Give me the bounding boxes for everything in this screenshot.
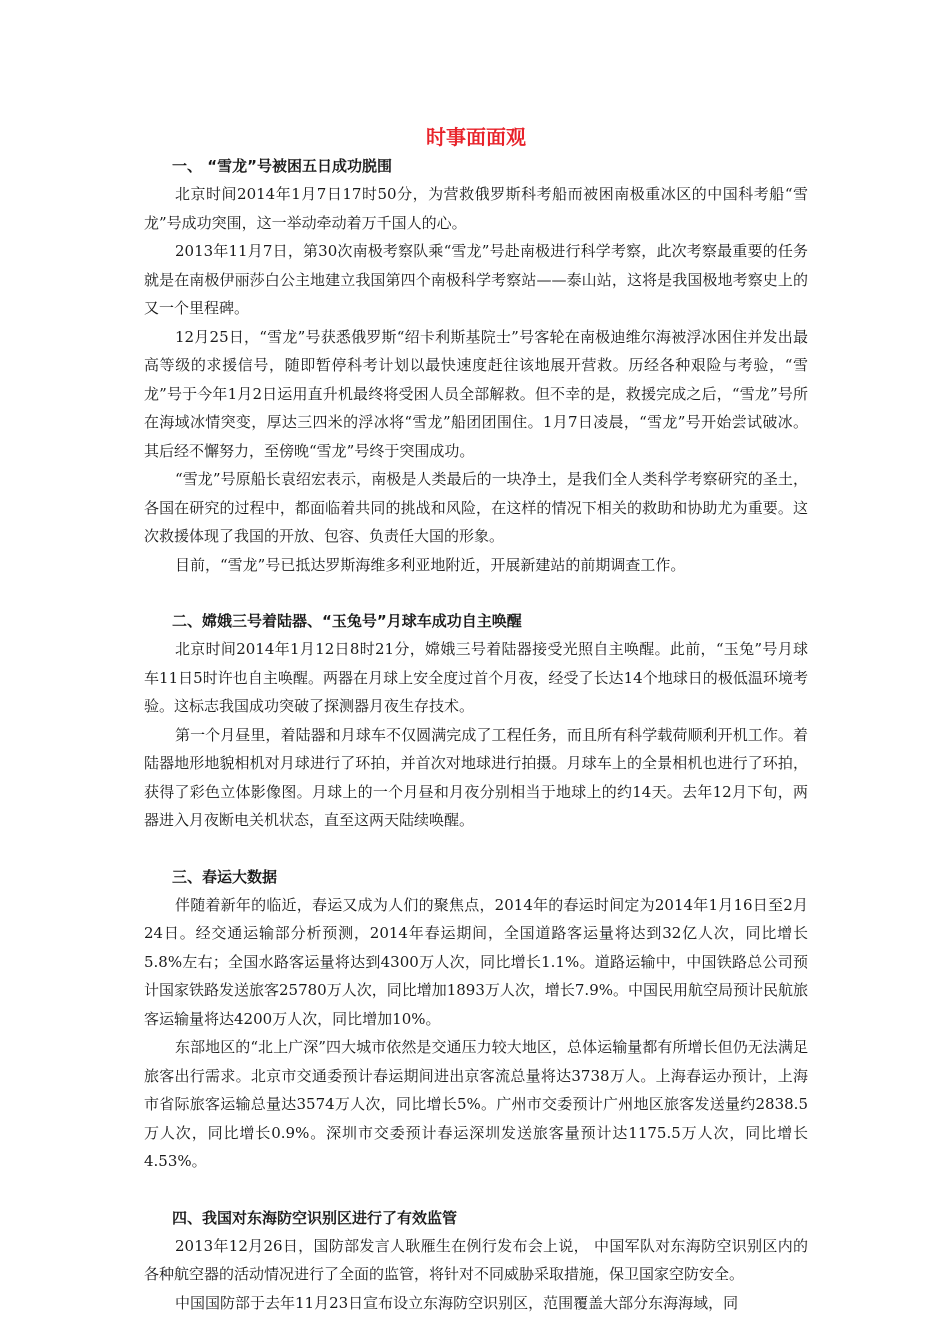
section-spacer (144, 1176, 808, 1204)
paragraph: 2013年12月26日，国防部发言人耿雁生在例行发布会上说， 中国军队对东海防空识别区内的各种航空器的活动情况进行了全面的监管，将针对不同威胁采取措施，保卫国家空防安全。 (144, 1236, 808, 1283)
section-xuelong (144, 152, 808, 579)
section-chunyun (144, 863, 808, 1176)
page-title: 时事面面观 (426, 125, 526, 149)
paragraph: “雪龙”号原船长袁绍宏表示，南极是人类最后的一块净土，是我们全人类科学考察研究的圣土，各国在研究的过程中，都面临着共同的挑战和风险，在这样的情况下相关的救助和协助尤为重要。这次救援体现了我国的开放、包容、负责任大国的形象。 (144, 470, 808, 545)
paragraph: 第一个月昼里，着陆器和月球车不仅圆满完成了工程任务，而且所有科学载荷顺利开机工作。着陆器地形地貌相机对月球进行了环拍，并首次对地球进行拍摄。月球车上的全景相机也进行了环拍，获得了彩色立体影像图。月球上的一个月昼和月夜分别相当于地球上的约14天。去年12月下旬，两器进入月夜断电关机状态，直至这两天陆续唤醒。 (144, 725, 808, 829)
section-spacer (144, 579, 808, 607)
section-heading: 四、我国对东海防空识别区进行了有效监管 (172, 1208, 458, 1227)
paragraph: 目前，“雪龙”号已抵达罗斯海维多利亚地附近，开展新建站的前期调查工作。 (175, 555, 686, 574)
section-heading: 一、 “雪龙”号被困五日成功脱围 (172, 157, 392, 175)
paragraph: 2013年11月7日，第30次南极考察队乘“雪龙”号赴南极进行科学考察，此次考察最重要的任务就是在南极伊丽莎白公主地建立我国第四个南极科学考察站——泰山站，这将是我国极地考察史上的又一个里程碑。 (144, 242, 808, 317)
paragraph: 伴随着新年的临近，春运又成为人们的聚焦点，2014年的春运时间定为2014年1月16日至2月24日。经交通运输部分析预测，2014年春运期间，全国道路客运量将达到32亿人次，同比增长5.8%左右；全国水路客运量将达到4300万人次，同比增长1.1%。道路运输中，中国铁路总公司预计国家铁路发送旅客25780万人次，同比增加1893万人次，增长7.9%。中国民用航空局预计民航旅客运输量将达4200万人次，同比增加10%。 (144, 895, 809, 1028)
section-heading: 三、春运大数据 (172, 867, 278, 886)
section-adiz (144, 1204, 808, 1318)
section-change3 (144, 607, 808, 835)
section-heading: 二、嫦娥三号着陆器、“玉兔号”月球车成功自主唤醒 (172, 612, 522, 630)
paragraph: 北京时间2014年1月12日8时21分，嫦娥三号着陆器接受光照自主唤醒。此前，“玉兔”号月球车11日5时许也自主唤醒。两器在月球上安全度过首个月夜，经受了长达14个地球日的极低温环境考验。这标志我国成功突破了探测器月夜生存技术。 (144, 640, 808, 715)
paragraph: 中国国防部于去年11月23日宣布设立东海防空识别区，范围覆盖大部分东海海域，同 (175, 1293, 739, 1312)
section-spacer (144, 835, 808, 863)
paragraph: 东部地区的“北上广深”四大城市依然是交通压力较大地区，总体运输量都有所增长但仍无法满足旅客出行需求。北京市交通委预计春运期间进出京客流总量将达3738万人。上海春运办预计，上海市省际旅客运输总量达3574万人次，同比增长5%。广州市交委预计广州地区旅客发送量约2838.5万人次，同比增长0.9%。深圳市交委预计春运深圳发送旅客量预计达1175.5万人次，同比增长4.53%。 (144, 1038, 808, 1170)
paragraph: 12月25日，“雪龙”号获悉俄罗斯“绍卡利斯基院士”号客轮在南极迪维尔海被浮冰困住并发出最高等级的求援信号，随即暂停科考计划以最快速度赶往该地展开营救。历经各种艰险与考验，“雪龙”号于今年1月2日运用直升机最终将受困人员全部解救。但不幸的是，救援完成之后，“雪龙”号所在海域冰情突变，厚达三四米的浮冰将“雪龙”船团团围住。1月7日凌晨，“雪龙”号开始尝试破冰。其后经不懈努力，至傍晚“雪龙”号终于突围成功。 (144, 327, 808, 460)
document-body (144, 122, 808, 1317)
paragraph: 北京时间2014年1月7日17时50分，为营救俄罗斯科考船而被困南极重冰区的中国科考船“雪龙”号成功突围，这一举动牵动着万千国人的心。 (144, 185, 808, 232)
